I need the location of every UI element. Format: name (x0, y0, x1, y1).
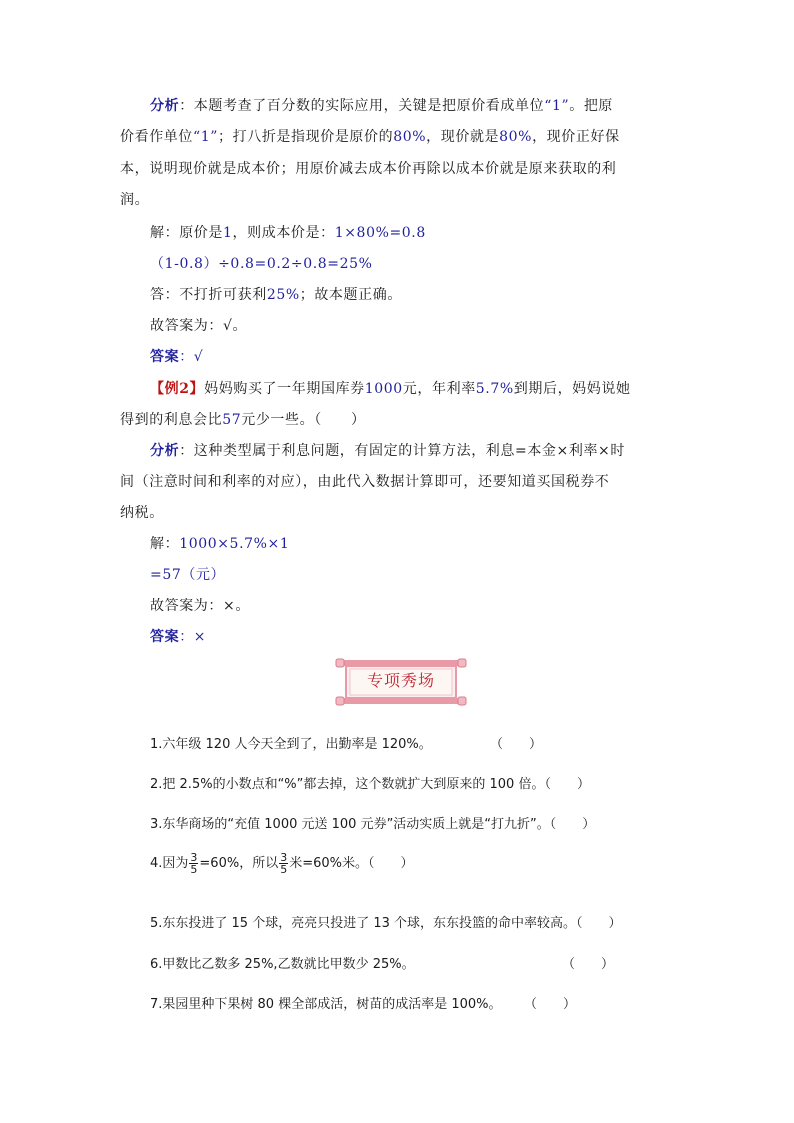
banner-title: 专项秀场 (366, 671, 435, 690)
answer-blank[interactable]: （ ） (524, 997, 577, 1012)
example-number: 1000 (364, 381, 403, 397)
example-number: 57 (222, 412, 242, 428)
unit-one: “1” (193, 129, 219, 145)
question-text: 7.果园里种下果树 80 棵全部成活，树苗的成活率是 100%。 (150, 997, 502, 1012)
solution-formula: 1000×5.7%×1 (179, 536, 290, 552)
fraction-denominator: 5 (280, 863, 288, 876)
question-7 (150, 993, 577, 1012)
analysis2-line1 (150, 440, 625, 460)
question-4 (150, 852, 414, 875)
percent-value: 25% (266, 287, 300, 303)
analysis1-line1 (150, 95, 613, 115)
question-text: 4.因为 (150, 856, 189, 871)
percent-value: 80% (393, 129, 427, 145)
example2-line2 (120, 409, 366, 429)
solution2-line3: 故答案为：×。 (150, 598, 250, 614)
solution-text: 解： (150, 536, 180, 552)
answer-label: 答案 (150, 349, 180, 365)
question-3: 3.东华商场的“充值 1000 元送 100 元券”活动实质上就是“打九折”。（ ） (150, 817, 596, 832)
percent-value: 80% (499, 129, 533, 145)
question-text: 1.六年级 120 人今天全到了，出勤率是 120%。 (150, 737, 432, 752)
fraction (279, 852, 288, 875)
question-text: =60%，所以 (199, 856, 279, 871)
analysis-text: ，现价就是 (426, 129, 500, 145)
question-text: 6.甲数比乙数多 25%,乙数就比甲数少 25%。 (150, 957, 415, 972)
analysis-label: 分析 (150, 443, 180, 459)
question-text: 米=60%米。（ ） (289, 856, 414, 871)
solution2-line1 (150, 533, 289, 553)
analysis-text: 价看作单位 (120, 129, 193, 145)
solution-text: ，则成本价是： (232, 225, 335, 241)
analysis-text: 。把原 (569, 98, 614, 114)
example-text: 元，年利率 (402, 381, 476, 397)
example-text: 到期后，妈妈说她 (513, 381, 631, 397)
section-banner (334, 656, 468, 706)
answer-label: 答案 (150, 629, 180, 645)
example-label: 【例2】 (150, 381, 205, 397)
analysis1-line2 (120, 126, 620, 146)
solution-text: 解：原价是 (150, 225, 223, 241)
example-text: 妈妈购买了一年期国库券 (204, 381, 365, 397)
fraction (189, 852, 198, 875)
solution1-line2: （1-0.8）÷0.8=0.2÷0.8=25% (150, 256, 373, 272)
example-number: 5.7% (475, 381, 514, 397)
question-5: 5.东东投进了 15 个球，亮亮只投进了 13 个球，东东投篮的命中率较高。（ ） (150, 916, 622, 931)
solution-text: ；故本题正确。 (299, 287, 402, 303)
example-text: 元少一些。（ ） (241, 412, 366, 428)
answer1 (150, 346, 203, 366)
analysis2-line2: 间（注意时间和利率的对应），由此代入数据计算即可，还要知道买国税券不 (120, 474, 610, 490)
solution-text: 答：不打折可获利 (150, 287, 267, 303)
analysis-label: 分析 (150, 98, 180, 114)
answer2 (150, 626, 206, 646)
solution1-line1 (150, 222, 426, 242)
fraction-denominator: 5 (190, 863, 198, 876)
fraction-numerator: 3 (190, 851, 198, 864)
solution-number: 1 (223, 225, 233, 241)
answer-blank[interactable]: （ ） (562, 957, 615, 972)
solution1-line3 (150, 284, 402, 304)
answer-value: ：√ (179, 349, 204, 365)
question-2: 2.把 2.5%的小数点和“%”都去掉，这个数就扩大到原来的 100 倍。（ ） (150, 777, 590, 792)
analysis-text: ：本题考查了百分数的实际应用，关键是把原价看成单位 (179, 98, 545, 114)
question-1 (150, 733, 543, 752)
example-text: 得到的利息会比 (120, 412, 223, 428)
solution-formula: 1×80%=0.8 (334, 225, 426, 241)
answer-value: ：× (179, 629, 207, 645)
analysis1-line3: 本，说明现价就是成本价；用原价减去成本价再除以成本价就是原来获取的利 (120, 161, 617, 177)
analysis2-line3: 纳税。 (120, 505, 164, 521)
analysis-text: ：这种类型属于利息问题，有固定的计算方法，利息=本金×利率×时 (179, 443, 625, 459)
fraction-numerator: 3 (280, 851, 288, 864)
analysis-text: ；打八折是指现价是原价的 (218, 129, 394, 145)
example2-line1 (150, 378, 631, 398)
analysis-text: ，现价正好保 (532, 129, 620, 145)
question-6 (150, 953, 615, 972)
unit-one: “1” (544, 98, 570, 114)
answer-blank[interactable]: （ ） (490, 737, 543, 752)
analysis1-line4: 润。 (120, 192, 150, 208)
solution2-line2: =57（元） (150, 567, 226, 583)
solution1-line4: 故答案为：√。 (150, 318, 248, 334)
